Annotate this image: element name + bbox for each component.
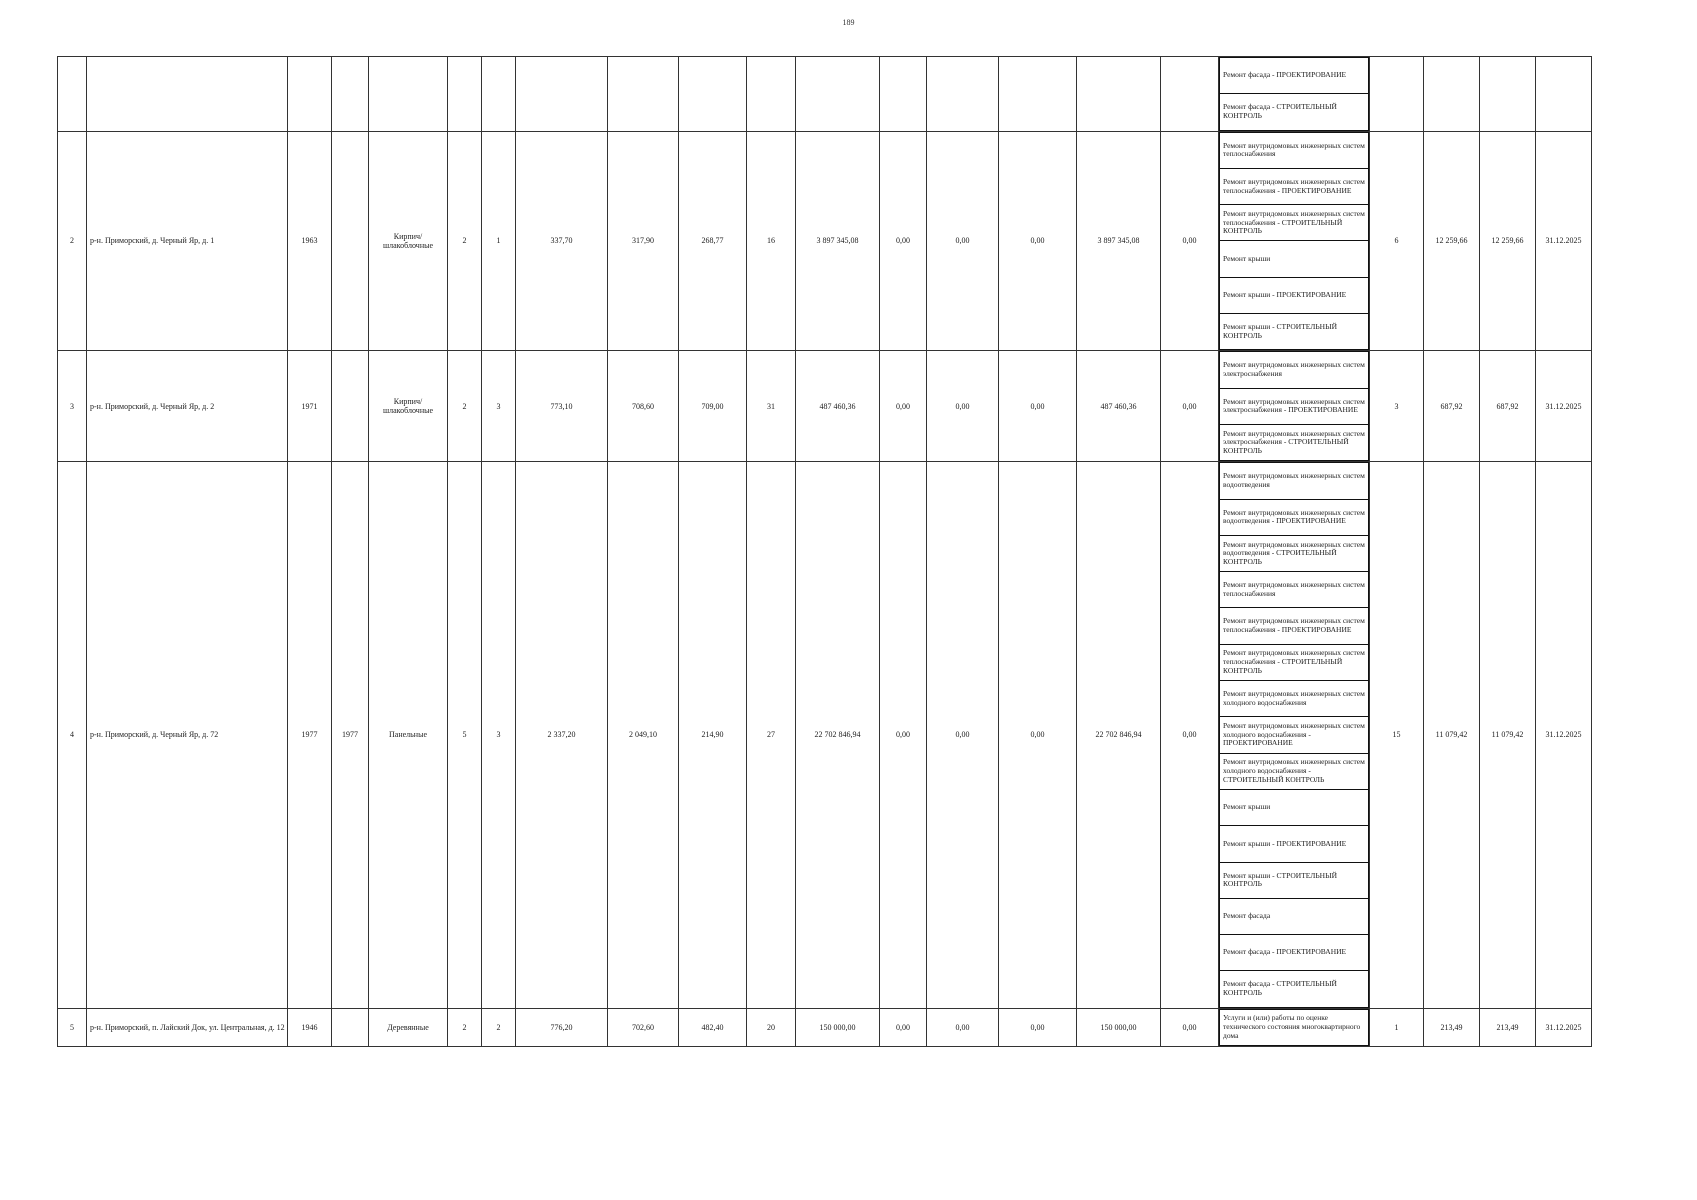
cell-works-count: 1: [1370, 1008, 1424, 1046]
table-cell: [58, 57, 87, 132]
work-item: Ремонт внутридомовых инженерных систем теплоснабжения - ПРОЕКТИРОВАНИЕ: [1220, 168, 1369, 204]
cell-unit-cost: 687,92: [1424, 351, 1480, 462]
table-cell: [516, 57, 608, 132]
cell-cost-owners: 487 460,36: [1077, 351, 1161, 462]
work-item: Ремонт фасада: [1220, 898, 1369, 934]
cell-address: р-н. Приморский, п. Лайский Док, ул. Центральная, д. 12: [87, 1008, 288, 1046]
work-item: Ремонт крыши: [1220, 241, 1369, 277]
work-item: Ремонт крыши - ПРОЕКТИРОВАНИЕ: [1220, 826, 1369, 862]
work-item: Услуги и (или) работы по оценке технического состояния многоквартирного дома: [1220, 1009, 1369, 1045]
cell-area-other: 268,77: [679, 131, 747, 351]
cell-year-overhaul: [332, 1008, 369, 1046]
cell-year-built: 1946: [288, 1008, 332, 1046]
cell-year-overhaul: [332, 131, 369, 351]
cell-year-built: 1971: [288, 351, 332, 462]
work-item: Ремонт внутридомовых инженерных систем холодного водоснабжения - ПРОЕКТИРОВАНИЕ: [1220, 717, 1369, 753]
cell-unit-cost-max: 687,92: [1480, 351, 1536, 462]
cell-year-overhaul: 1977: [332, 462, 369, 1008]
work-item: Ремонт фасада - ПРОЕКТИРОВАНИЕ: [1220, 935, 1369, 971]
cell-walls: Кирпич/ шлакоблочные: [369, 131, 448, 351]
cell-residents: 16: [747, 131, 796, 351]
work-item: Ремонт крыши - ПРОЕКТИРОВАНИЕ: [1220, 277, 1369, 313]
table-cell: [1480, 57, 1536, 132]
cell-unit-cost: 213,49: [1424, 1008, 1480, 1046]
cell-cost-total: 22 702 846,94: [796, 462, 880, 1008]
work-item: Ремонт фасада - СТРОИТЕЛЬНЫЙ КОНТРОЛЬ: [1220, 94, 1369, 130]
works-list: [1219, 131, 1370, 351]
works-list: [1219, 351, 1370, 462]
cell-n: 3: [58, 351, 87, 462]
cell-address: р-н. Приморский, д. Черный Яр, д. 72: [87, 462, 288, 1008]
work-item: Ремонт крыши: [1220, 789, 1369, 825]
cell-cost-local: 0,00: [999, 351, 1077, 462]
cell-area-total: 2 337,20: [516, 462, 608, 1008]
cell-address: р-н. Приморский, д. Черный Яр, д. 2: [87, 351, 288, 462]
cell-year-overhaul: [332, 351, 369, 462]
works-list: [1219, 57, 1370, 132]
cell-cost-regional: 0,00: [927, 1008, 999, 1046]
cell-residents: 31: [747, 351, 796, 462]
cell-floors: 2: [448, 351, 482, 462]
cell-cost-owners: 150 000,00: [1077, 1008, 1161, 1046]
cell-deadline: 31.12.2025: [1536, 131, 1592, 351]
cell-area-other: 214,90: [679, 462, 747, 1008]
cell-area-total: 773,10: [516, 351, 608, 462]
work-item: Ремонт внутридомовых инженерных систем теплоснабжения: [1220, 132, 1369, 168]
table-cell: [796, 57, 880, 132]
cell-entrances: 3: [482, 351, 516, 462]
cell-n: 4: [58, 462, 87, 1008]
cell-cost-total: 150 000,00: [796, 1008, 880, 1046]
cell-cost-owners: 22 702 846,94: [1077, 462, 1161, 1008]
cell-entrances: 2: [482, 1008, 516, 1046]
table-cell: [880, 57, 927, 132]
cell-walls: Деревянные: [369, 1008, 448, 1046]
cell-entrances: 1: [482, 131, 516, 351]
cell-cost-federal: 0,00: [880, 131, 927, 351]
cell-cost-regional: 0,00: [927, 462, 999, 1008]
cell-area-living: 708,60: [608, 351, 679, 462]
work-item: Ремонт фасада - ПРОЕКТИРОВАНИЕ: [1220, 58, 1369, 94]
cell-cost-local: 0,00: [999, 131, 1077, 351]
cell-walls: Кирпич/ шлакоблочные: [369, 351, 448, 462]
table-cell: [927, 57, 999, 132]
work-item: Ремонт внутридомовых инженерных систем водоотведения - ПРОЕКТИРОВАНИЕ: [1220, 499, 1369, 535]
cell-cost-local: 0,00: [999, 462, 1077, 1008]
table-cell: [1161, 57, 1219, 132]
cell-area-total: 776,20: [516, 1008, 608, 1046]
cell-n: 5: [58, 1008, 87, 1046]
table-cell: [332, 57, 369, 132]
table-cell: [369, 57, 448, 132]
page-number: 189: [842, 18, 855, 27]
table-cell: [679, 57, 747, 132]
cell-cost-regional: 0,00: [927, 131, 999, 351]
cell-cost-federal: 0,00: [880, 462, 927, 1008]
work-item: Ремонт внутридомовых инженерных систем теплоснабжения - СТРОИТЕЛЬНЫЙ КОНТРОЛЬ: [1220, 644, 1369, 680]
cell-cost-federal: 0,00: [880, 1008, 927, 1046]
cell-unit-cost-max: 11 079,42: [1480, 462, 1536, 1008]
cell-cost-federal: 0,00: [880, 351, 927, 462]
work-item: Ремонт внутридомовых инженерных систем водоотведения - СТРОИТЕЛЬНЫЙ КОНТРОЛЬ: [1220, 535, 1369, 571]
table-cell: [87, 57, 288, 132]
table-cell: [747, 57, 796, 132]
table-row: [58, 462, 1592, 1008]
table-cell: [448, 57, 482, 132]
cell-deadline: 31.12.2025: [1536, 1008, 1592, 1046]
cell-floors: 2: [448, 131, 482, 351]
cell-residents: 27: [747, 462, 796, 1008]
work-item: Ремонт крыши - СТРОИТЕЛЬНЫЙ КОНТРОЛЬ: [1220, 862, 1369, 898]
table-cell: [1424, 57, 1480, 132]
work-item: Ремонт фасада - СТРОИТЕЛЬНЫЙ КОНТРОЛЬ: [1220, 971, 1369, 1007]
work-item: Ремонт внутридомовых инженерных систем электроснабжения - СТРОИТЕЛЬНЫЙ КОНТРОЛЬ: [1220, 424, 1369, 460]
cell-floors: 5: [448, 462, 482, 1008]
cell-area-living: 702,60: [608, 1008, 679, 1046]
cell-cost-total: 487 460,36: [796, 351, 880, 462]
cell-unit-cost-max: 213,49: [1480, 1008, 1536, 1046]
cell-works-count: 15: [1370, 462, 1424, 1008]
works-list: [1219, 1008, 1370, 1046]
cell-entrances: 3: [482, 462, 516, 1008]
cell-cost-other: 0,00: [1161, 462, 1219, 1008]
table-row: [58, 1008, 1592, 1046]
table-cell: [999, 57, 1077, 132]
cell-deadline: 31.12.2025: [1536, 462, 1592, 1008]
work-item: Ремонт внутридомовых инженерных систем холодного водоснабжения: [1220, 681, 1369, 717]
table-cell: [1077, 57, 1161, 132]
cell-deadline: 31.12.2025: [1536, 351, 1592, 462]
table-cell: [608, 57, 679, 132]
cell-cost-local: 0,00: [999, 1008, 1077, 1046]
cell-floors: 2: [448, 1008, 482, 1046]
table-cell: [288, 57, 332, 132]
table-row: [58, 131, 1592, 351]
cell-area-other: 482,40: [679, 1008, 747, 1046]
work-item: Ремонт внутридомовых инженерных систем теплоснабжения: [1220, 572, 1369, 608]
cell-unit-cost: 11 079,42: [1424, 462, 1480, 1008]
cell-unit-cost: 12 259,66: [1424, 131, 1480, 351]
table-row: [58, 351, 1592, 462]
cell-cost-owners: 3 897 345,08: [1077, 131, 1161, 351]
cell-cost-total: 3 897 345,08: [796, 131, 880, 351]
cell-cost-other: 0,00: [1161, 131, 1219, 351]
work-item: Ремонт внутридомовых инженерных систем электроснабжения: [1220, 352, 1369, 388]
cell-cost-other: 0,00: [1161, 351, 1219, 462]
cell-area-other: 709,00: [679, 351, 747, 462]
work-item: Ремонт внутридомовых инженерных систем электроснабжения - ПРОЕКТИРОВАНИЕ: [1220, 388, 1369, 424]
cell-residents: 20: [747, 1008, 796, 1046]
work-item: Ремонт крыши - СТРОИТЕЛЬНЫЙ КОНТРОЛЬ: [1220, 314, 1369, 350]
cell-cost-regional: 0,00: [927, 351, 999, 462]
cell-year-built: 1963: [288, 131, 332, 351]
table-cell: [1370, 57, 1424, 132]
table-cell: [1536, 57, 1592, 132]
cell-walls: Панельные: [369, 462, 448, 1008]
cell-unit-cost-max: 12 259,66: [1480, 131, 1536, 351]
capital-repair-table: [57, 56, 1592, 1047]
work-item: Ремонт внутридомовых инженерных систем водоотведения: [1220, 463, 1369, 499]
cell-area-living: 317,90: [608, 131, 679, 351]
work-item: Ремонт внутридомовых инженерных систем теплоснабжения - СТРОИТЕЛЬНЫЙ КОНТРОЛЬ: [1220, 205, 1369, 241]
cell-area-living: 2 049,10: [608, 462, 679, 1008]
cell-cost-other: 0,00: [1161, 1008, 1219, 1046]
cell-year-built: 1977: [288, 462, 332, 1008]
work-item: Ремонт внутридомовых инженерных систем теплоснабжения - ПРОЕКТИРОВАНИЕ: [1220, 608, 1369, 644]
cell-works-count: 6: [1370, 131, 1424, 351]
cell-area-total: 337,70: [516, 131, 608, 351]
cell-works-count: 3: [1370, 351, 1424, 462]
table-cell: [482, 57, 516, 132]
table-row: [58, 57, 1592, 132]
cell-n: 2: [58, 131, 87, 351]
works-list: [1219, 462, 1370, 1008]
cell-address: р-н. Приморский, д. Черный Яр, д. 1: [87, 131, 288, 351]
work-item: Ремонт внутридомовых инженерных систем холодного водоснабжения - СТРОИТЕЛЬНЫЙ КОНТРОЛЬ: [1220, 753, 1369, 789]
